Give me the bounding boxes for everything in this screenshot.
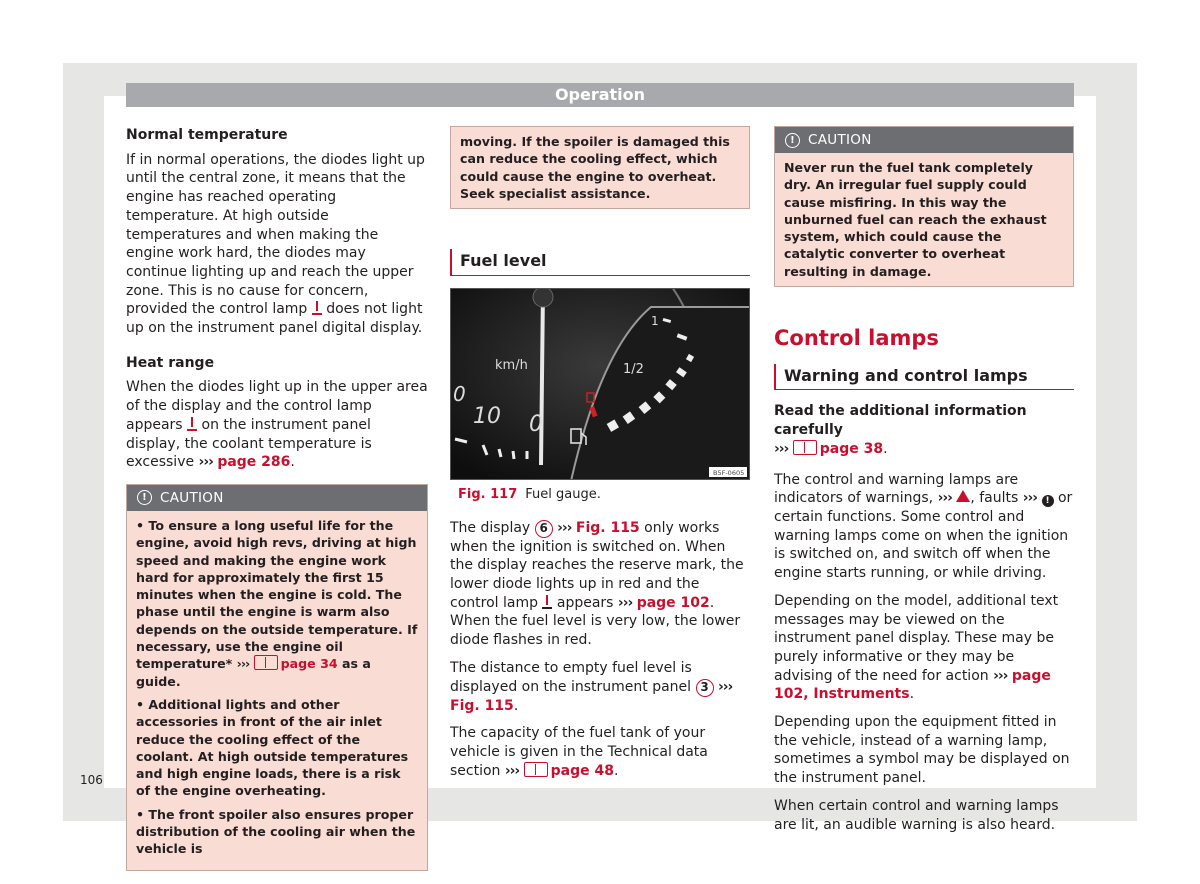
fuel-level-heading: Fuel level bbox=[450, 249, 750, 276]
book-reference-icon bbox=[793, 440, 817, 455]
heat-range-paragraph: When the diodes light up in the upper area of the display and the control lamp appears on the instrument panel display, the coolant temperature is excessive ››› page 286. bbox=[126, 379, 428, 471]
lamps-paragraph-3: Depending upon the equipment fitted in the vehicle, instead of a warning lamp, sometimes a symbol may be displayed on the instrument panel. bbox=[774, 714, 1070, 787]
page-number: 106 bbox=[80, 773, 103, 787]
figure-link[interactable]: Fig. 115 bbox=[575, 519, 640, 536]
column-middle bbox=[450, 126, 750, 789]
gauge-0-label-left: 0 bbox=[453, 381, 466, 406]
fuel-gauge-image bbox=[451, 289, 750, 480]
warning-lamps-subheading: Warning and control lamps bbox=[774, 364, 1074, 391]
caution-item: • To ensure a long useful life for the engine, avoid high revs, driving at high speed and making the engine work hard for approximately the first 15 minutes when the engine is cold. The phase until the engine is warm also depends on the outside temperature. If necessary, use the engine oil temperature* ››› page 34 as a guide. bbox=[136, 517, 418, 689]
exclamation-icon: ! bbox=[785, 133, 800, 148]
figure-caption: Fig. 117 Fuel gauge. bbox=[458, 486, 601, 502]
gauge-half-label: 1/2 bbox=[623, 361, 644, 377]
caution-box-continued: moving. If the spoiler is damaged this can reduce the cooling effect, which could cause the engine to overheat. Seek specialist assistance. bbox=[450, 126, 750, 209]
gauge-0-label: 0 bbox=[529, 411, 543, 437]
figure-code: B5F-0605 bbox=[713, 468, 745, 477]
page-link[interactable]: page 34 bbox=[280, 656, 338, 672]
fuel-paragraph-2: The distance to empty fuel level is displayed on the instrument panel 3 ››› Fig. 115. bbox=[450, 659, 733, 714]
normal-temp-heading: Normal temperature bbox=[126, 127, 288, 143]
callout-number: 6 bbox=[535, 520, 553, 538]
column-right bbox=[774, 126, 1074, 843]
gauge-unit-label: km/h bbox=[495, 357, 528, 373]
fuel-pump-icon bbox=[542, 595, 552, 609]
heat-range-heading: Heat range bbox=[126, 354, 215, 371]
page-link[interactable]: page 38 bbox=[819, 440, 884, 457]
page-link[interactable]: page 48 bbox=[550, 762, 614, 779]
fault-icon: ! bbox=[1042, 495, 1054, 507]
fuel-gauge-figure bbox=[450, 288, 750, 480]
callout-number: 3 bbox=[696, 679, 714, 697]
book-reference-icon bbox=[524, 762, 548, 777]
normal-temp-paragraph: If in normal operations, the diodes light up until the central zone, it means that the engine has reached operating temperature. At high outside temperatures and when making the engine work hard, the diodes may continue lighting up and reach the upper zone. This is no cause for concern, provided the control lamp does not light up on the instrument panel digital display. bbox=[126, 151, 425, 337]
fuel-paragraph-1: The display 6 ››› Fig. 115 only works when the ignition is switched on. When the display reaches the reserve mark, the lower diode lights up in red and the control lamp appears ››› page 102. When the fuel level is very low, the lower diode flashes in red. bbox=[450, 519, 744, 649]
gauge-full-label: 1 bbox=[651, 313, 659, 328]
lamps-paragraph-2: Depending on the model, additional text messages may be viewed on the instrument panel display. These may be purely informative or they may be advising of the need for action ››› page 102, Instruments. bbox=[774, 592, 1059, 703]
coolant-temp-icon bbox=[312, 301, 322, 315]
exclamation-icon: ! bbox=[137, 490, 152, 505]
caution-header: ! CAUTION bbox=[127, 485, 427, 511]
caution-box-engine bbox=[126, 484, 428, 871]
warning-triangle-icon bbox=[956, 490, 970, 502]
page-header: Operation bbox=[126, 83, 1074, 107]
caution-box-fuel: ! CAUTION Never run the fuel tank completely dry. An irregular fuel supply could cause misfiring. In this way the unburned fuel can reach the exhaust system, which could cause the catalytic converter to overheat resulting in damage. bbox=[774, 126, 1074, 287]
page-link[interactable]: page 102 bbox=[636, 594, 710, 611]
lamps-paragraph-4: When certain control and warning lamps are lit, an audible warning is also heard. bbox=[774, 797, 1059, 833]
gauge-10-label: 10 bbox=[473, 403, 501, 429]
caution-item: • Additional lights and other accessories in front of the air inlet reduce the cooling effect of the coolant. At high outside temperatures and high engine loads, there is a risk of the engine overheating. bbox=[136, 696, 409, 799]
figure-link[interactable]: Fig. 115 bbox=[450, 697, 514, 714]
page-link[interactable]: page 102, Instruments bbox=[774, 667, 1051, 703]
caution-header: ! CAUTION bbox=[775, 127, 1073, 153]
read-more-line: Read the additional information carefully ››› page 38. bbox=[774, 403, 1027, 457]
control-lamps-heading: Control lamps bbox=[774, 326, 939, 351]
page-link[interactable]: page 286 bbox=[217, 454, 291, 471]
caution-item: • The front spoiler also ensures proper distribution of the cooling air when the vehicle is bbox=[136, 806, 416, 857]
book-reference-icon bbox=[254, 655, 278, 670]
fuel-paragraph-3: The capacity of the fuel tank of your vehicle is given in the Technical data section ››› page 48. bbox=[450, 725, 708, 779]
lamps-paragraph-1: The control and warning lamps are indicators of warnings, ››› , faults ››› ! or certain functions. Some control and warning lamps come on when the ignition is switched on, and switch off when the engine starts running, or while driving. bbox=[774, 471, 1073, 582]
coolant-temp-icon bbox=[187, 417, 197, 431]
column-left bbox=[126, 126, 428, 871]
